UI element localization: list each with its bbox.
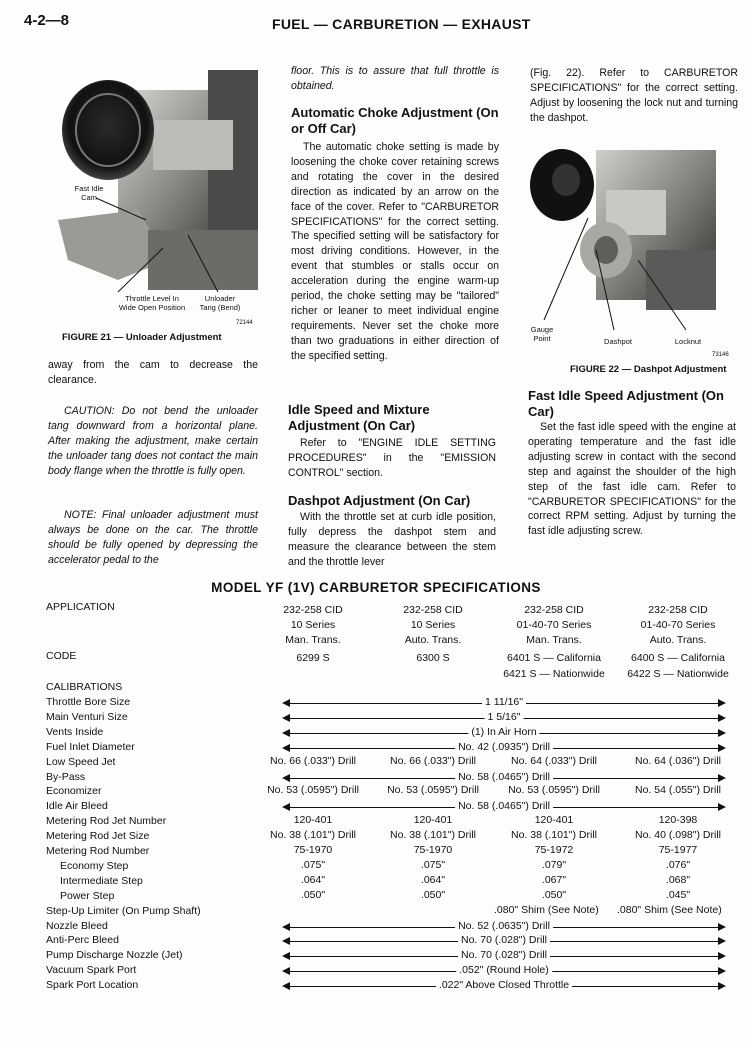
spec-row-label: Pump Discharge Nozzle (Jet) bbox=[46, 949, 183, 962]
spec-span-value bbox=[284, 726, 724, 740]
spec-span-text: No. 58 (.0465") Drill bbox=[455, 800, 553, 812]
column-cid: 232-258 CID bbox=[648, 604, 708, 616]
spec-cell: .050" bbox=[541, 888, 567, 901]
spec-row-label: Low Speed Jet bbox=[46, 755, 116, 768]
callout-gauge-point: Gauge Point bbox=[530, 325, 554, 343]
spec-cell: .080" Shim (See Note) bbox=[494, 903, 599, 916]
spec-cell: .045" bbox=[665, 888, 691, 901]
spec-span-text: No. 42 (.0935") Drill bbox=[455, 741, 553, 753]
column-code: 6299 S bbox=[296, 652, 330, 664]
spec-row-label: Intermediate Step bbox=[60, 874, 143, 887]
column-trans: Man. Trans. bbox=[285, 634, 341, 646]
spec-row-label: Fuel Inlet Diameter bbox=[46, 740, 135, 753]
column-code-secondary: 6422 S — Nationwide bbox=[627, 668, 729, 680]
figure-caption: FIGURE 21 — Unloader Adjustment bbox=[62, 332, 222, 343]
column-cid: 232-258 CID bbox=[524, 604, 584, 616]
spec-cell: 75-1972 bbox=[534, 844, 574, 856]
column-code: 6300 S bbox=[416, 652, 450, 664]
column-trans: Auto. Trans. bbox=[649, 634, 707, 646]
spec-span-text: 1 5/16" bbox=[485, 711, 524, 723]
callout-dashpot: Dashpot bbox=[604, 337, 632, 346]
spec-cell: .064" bbox=[300, 873, 326, 886]
spec-row-label: Power Step bbox=[60, 889, 115, 902]
spec-span-text: .052" (Round Hole) bbox=[456, 964, 552, 976]
spec-row-label: Economy Step bbox=[60, 859, 129, 872]
spec-span-text: No. 58 (.0465") Drill bbox=[455, 771, 553, 783]
callout-fast-idle-cam: Fast Idle Cam bbox=[74, 184, 104, 202]
spec-row-label: Spark Port Location bbox=[46, 979, 139, 992]
spec-span-text: .022" Above Closed Throttle bbox=[436, 979, 572, 991]
spec-cell: .075" bbox=[420, 858, 446, 871]
spec-cell: 75-1977 bbox=[658, 844, 698, 856]
paragraph: floor. This is to assure that full throttle is obtained. bbox=[291, 65, 499, 92]
column-trans: Man. Trans. bbox=[526, 634, 582, 646]
column-trans: Auto. Trans. bbox=[404, 634, 462, 646]
callout-throttle-level: Throttle Level In Wide Open Position bbox=[118, 294, 186, 312]
section-heading: Idle Speed and Mixture Adjustment (On Car) bbox=[288, 402, 430, 433]
spec-cell: 75-1970 bbox=[413, 844, 453, 856]
paragraph: Set the fast idle speed with the engine at operating temperature and the fast idle adjusting screw in contact with the second step and against the shoulder of the high step of the fast idle cam. Refer to "CARBURETOR SPECIFICATIONS" for the correct RPM setting. Adjust by turning the fast idle adjusting screw. bbox=[528, 421, 736, 538]
spec-row-label: Metering Rod Number bbox=[46, 845, 150, 857]
spec-cell: No. 53 (.0595") Drill bbox=[508, 784, 600, 797]
spec-title: MODEL YF (1V) CARBURETOR SPECIFICATIONS bbox=[211, 580, 541, 595]
spec-cell: .067" bbox=[541, 873, 567, 886]
plate-number: 73146 bbox=[712, 352, 729, 358]
spec-cell: No. 38 (.101") Drill bbox=[269, 829, 356, 842]
paragraph: (Fig. 22). Refer to CARBURETOR SPECIFICATIONS" for the correct setting. Adjust by loosening the lock nut and turning the dashpot. bbox=[530, 67, 738, 124]
code-label: CODE bbox=[46, 650, 77, 662]
spec-row-label: Vents Inside bbox=[46, 725, 104, 738]
spec-span-value bbox=[284, 949, 724, 963]
spec-row-label: Metering Rod Jet Number bbox=[46, 815, 167, 828]
spec-cell: 75-1970 bbox=[293, 844, 333, 856]
spec-cell: No. 64 (.036") Drill bbox=[634, 754, 721, 767]
spec-cell: .050" bbox=[300, 888, 326, 901]
spec-cell: .064" bbox=[420, 873, 446, 886]
spec-cell: No. 53 (.0595") Drill bbox=[387, 784, 479, 797]
spec-cell: No. 64 (.033") Drill bbox=[510, 754, 597, 767]
spec-row-label: Idle Air Bleed bbox=[46, 800, 108, 813]
final-note: NOTE: Final unloader adjustment must always be done on the car. The throttle should be fully opened by depressing the accelerator pedal to the bbox=[48, 509, 258, 566]
spec-column-header bbox=[243, 603, 383, 648]
spec-cell: No. 66 (.033") Drill bbox=[269, 754, 356, 767]
spec-row-label: Throttle Bore Size bbox=[46, 696, 131, 708]
spec-cell: 120-398 bbox=[658, 814, 698, 827]
spec-cell: No. 40 (.098") Drill bbox=[634, 829, 721, 842]
spec-cell: .068" bbox=[665, 873, 691, 886]
column-series: 10 Series bbox=[290, 619, 336, 631]
spec-span-text: No. 70 (.028") Drill bbox=[458, 934, 550, 946]
callout-locknut: Locknut bbox=[674, 337, 702, 346]
spec-span-text: (1) In Air Horn bbox=[468, 726, 539, 738]
application-label: APPLICATION bbox=[46, 601, 115, 613]
spec-span-value bbox=[284, 711, 724, 725]
spec-row-label: Anti-Perc Bleed bbox=[46, 934, 119, 947]
spec-span-value bbox=[284, 741, 724, 755]
spec-span-text: No. 70 (.028") Drill bbox=[458, 949, 550, 961]
spec-cell: .075" bbox=[300, 858, 326, 871]
spec-row-label: Nozzle Bleed bbox=[46, 919, 108, 932]
spec-span-value bbox=[284, 934, 724, 948]
spec-cell: No. 53 (.0595") Drill bbox=[267, 784, 359, 797]
spec-span-value bbox=[284, 964, 724, 978]
spec-span-value bbox=[284, 979, 724, 993]
spec-cell: 120-401 bbox=[293, 814, 333, 827]
spec-cell: 120-401 bbox=[413, 814, 453, 827]
paragraph: The automatic choke setting is made by loosening the choke cover retaining screws and rotating the cover in the desired direction as indicated by an arrow on the face of the cover. Refer to "CARBURETOR SPECIFICATIONS" for the correct setting. The specified setting will be satisfactory for most driving conditions. However, in the event that stumbles or stalls occur on acceleration during the engine warm-up period, the choke setting may be "tailored" richer or leaner to meet individual engine requirements. Never set the choke more than two graduations in either direction of the specified setting. bbox=[291, 141, 499, 362]
column-code: 6401 S — California bbox=[507, 652, 601, 664]
column-code: 6400 S — California bbox=[631, 652, 725, 664]
spec-span-value bbox=[284, 800, 724, 814]
spec-cell: .076" bbox=[665, 858, 691, 871]
column-series: 01-40-70 Series bbox=[640, 619, 716, 631]
spec-column-header bbox=[484, 603, 624, 648]
spec-row-label: Metering Rod Jet Size bbox=[46, 830, 150, 843]
spec-span-value bbox=[284, 771, 724, 785]
spec-span-value bbox=[284, 920, 724, 934]
caution-note: CAUTION: Do not bend the unloader tang downward from a horizontal plane. After making the adjustment, make certain the unloader tang does not contact the main body flange when the throttle is fully open. bbox=[48, 405, 258, 477]
page-title: FUEL — CARBURETION — EXHAUST bbox=[272, 16, 531, 32]
paragraph: With the throttle set at curb idle position, fully depress the dashpot stem and measure the clearance between the stem and the throttle lever bbox=[288, 511, 496, 568]
spec-cell: .080" Shim (See Note) bbox=[617, 903, 722, 916]
column-cid: 232-258 CID bbox=[403, 604, 463, 616]
spec-row-label: Vacuum Spark Port bbox=[46, 964, 137, 977]
spec-cell: .079" bbox=[541, 858, 567, 871]
page-number: 4-2—8 bbox=[24, 12, 70, 29]
calibrations-label: CALIBRATIONS bbox=[46, 681, 123, 693]
spec-span-value bbox=[284, 696, 724, 710]
column-cid: 232-258 CID bbox=[283, 604, 343, 616]
plate-number: 72144 bbox=[236, 320, 253, 326]
carburetor-photo-dashpot bbox=[526, 140, 736, 340]
figure-caption: FIGURE 22 — Dashpot Adjustment bbox=[570, 364, 727, 375]
paragraph: away from the cam to decrease the clearance. bbox=[48, 359, 258, 386]
spec-row-label: Step-Up Limiter (On Pump Shaft) bbox=[46, 904, 201, 917]
spec-cell: 120-401 bbox=[534, 814, 574, 827]
spec-row-label: Main Venturi Size bbox=[46, 710, 128, 723]
column-series: 01-40-70 Series bbox=[516, 619, 592, 631]
column-series: 10 Series bbox=[410, 619, 456, 631]
section-heading: Automatic Choke Adjustment (On or Off Car) bbox=[291, 105, 499, 136]
spec-span-text: No. 52 (.0635") Drill bbox=[455, 920, 553, 932]
section-heading: Dashpot Adjustment (On Car) bbox=[288, 493, 471, 508]
spec-cell: No. 66 (.033") Drill bbox=[389, 754, 476, 767]
spec-cell: .050" bbox=[420, 888, 446, 901]
spec-span-text: 1 11/16" bbox=[482, 696, 526, 708]
callout-unloader-tang: Unloader Tang (Bend) bbox=[199, 294, 241, 312]
section-heading: Fast Idle Speed Adjustment (On Car) bbox=[528, 388, 724, 419]
column-code-secondary: 6421 S — Nationwide bbox=[503, 668, 605, 680]
spec-row-label: Economizer bbox=[46, 785, 102, 798]
paragraph: Refer to "ENGINE IDLE SETTING PROCEDURES" in the "EMISSION CONTROL" section. bbox=[288, 437, 496, 479]
spec-cell: No. 38 (.101") Drill bbox=[389, 829, 476, 842]
spec-cell: No. 54 (.055") Drill bbox=[634, 784, 721, 797]
spec-cell: No. 38 (.101") Drill bbox=[510, 829, 597, 842]
spec-column-header bbox=[608, 603, 748, 648]
spec-column-header bbox=[363, 603, 503, 648]
spec-row-label: By-Pass bbox=[46, 770, 86, 783]
figure-22 bbox=[526, 140, 736, 340]
